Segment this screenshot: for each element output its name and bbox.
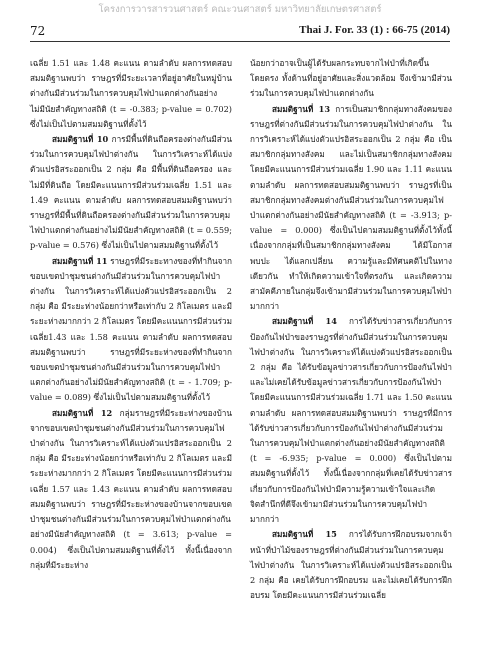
- hypothesis-heading: สมมติฐานที่ 15: [272, 529, 337, 540]
- paragraph: [30, 254, 232, 406]
- page-number: 72: [30, 24, 46, 38]
- paragraph-text: กลุ่มราษฎรที่มีระยะห่างของบ้านจากขอบเขตป่าชุมชนต่างกันมีส่วนร่วมในการควบคุมไฟป่าต่างกัน ในการวิเคราะห์ได้แบ่งตัวแปรอิสระออกเป็น 2 กลุ่ม คือ มีระยะห่างน้อยกว่าหรือเท่ากับ 2 กิโลเมตร และมีระยะห่างมากกว่า 2 กิโลเมตร โดยมีคะแนนการมีส่วนร่วมเฉลี่ย 1.57 และ 1.43 คะแนน ตามลำดับ ผลการทดสอบสมมติฐานพบว่า ราษฎรที่มีระยะห่างของบ้านจากขอบเขตป่าชุมชนต่างกันมีส่วนร่วมในการควบคุมไฟป่าแตกต่างกันอย่างมีนัยสำคัญทางสถิติ (t = 3.613; p-value = 0.004) ซึ่งเป็นไปตามสมมติฐานที่ตั้งไว้ ทั้งนี้เนื่องจาก กลุ่มที่มีระยะห่าง: [30, 407, 232, 570]
- paragraph-text: การเป็นสมาชิกกลุ่มทางสังคมของราษฎรที่ต่างกันมีส่วนร่วมในการควบคุมไฟป่าต่างกัน ในการวิเคราะห์ได้แบ่งตัวแปรอิสระออกเป็น 2 กลุ่ม คือ เป็นสมาชิกกลุ่มทางสังคม และไม่เป็นสมาชิกกลุ่มทางสังคม โดยมีคะแนนการมีส่วนร่วมเฉลี่ย 1.90 และ 1.11 คะแนน ตามลำดับ ผลการทดสอบสมมติฐานพบว่า ราษฎรที่เป็นสมาชิกกลุ่มทางสังคมต่างกันมีส่วนร่วมในการควบคุมไฟป่าแตกต่างกันอย่างมีนัยสำคัญทางสถิติ (t = -3.913; p-value = 0.000) ซึ่งเป็นไปตามสมมติฐานที่ตั้งไว้ทั้งนี้เนื่องจากกลุ่มที่เป็นสมาชิกกลุ่มทางสังคม ได้มีโอกาสพบปะ ได้แลกเปลี่ยน ความรู้และมีทัศนคติไปในทางเดียวกัน ทำให้เกิดความเข้าใจที่ตรงกัน และเกิดความสามัคคีภายในกลุ่มจึงเข้ามามีส่วนร่วมในการควบคุมไฟป่ามากกว่า: [250, 103, 452, 312]
- paragraph: [250, 314, 452, 527]
- header-rule: [30, 41, 450, 42]
- paragraph-text: น้อยกว่าอาจเป็นผู้ได้รับผลกระทบจากไฟป่าที่เกิดขึ้นโดยตรง ทั้งด้านที่อยู่อาศัยและสิ่งแวดล้อม จึงเข้ามามีส่วนร่วมในการควบคุมไฟป่าแตกต่างกัน: [250, 58, 452, 99]
- paragraph-text: การได้รับการฝึกอบรมจากเจ้าหน้าที่ป่าไม้ของราษฎรที่ต่างกันมีส่วนร่วมในการควบคุมไฟป่าต่างกัน ในการวิเคราะห์ได้แบ่งตัวแปรอิสระออกเป็น 2 กลุ่ม คือ เคยได้รับการฝึกอบรม และไม่เคยได้รับการฝึกอบรม โดยมีคะแนนการมีส่วนร่วมเฉลี่ย: [250, 529, 452, 601]
- paragraph: [250, 56, 452, 102]
- paragraph: [250, 527, 452, 603]
- paragraph: [30, 406, 232, 573]
- left-column: [30, 56, 232, 573]
- paragraph-text: การได้รับข่าวสารเกี่ยวกับการป้องกันไฟป่าของราษฎรที่ต่างกันมีส่วนร่วมในการควบคุมไฟป่าต่างกัน ในการวิเคราะห์ได้แบ่งตัวแปรอิสระออกเป็น 2 กลุ่ม คือ ได้รับข้อมูลข่าวสารเกี่ยวกับการป้องกันไฟป่า และไม่เคยได้รับข้อมูลข่าวสารเกี่ยวกับการป้องกันไฟป่า โดยมีคะแนนการมีส่วนร่วมเฉลี่ย 1.71 และ 1.50 คะแนน ตามลำดับ ผลการทดสอบสมมติฐานพบว่า ราษฎรที่มีการได้รับข่าวสารเกี่ยวกับการป้องกันไฟป่าต่างกันมีส่วนร่วมในการควบคุมไฟป่าแตกต่างกันอย่างมีนัยสำคัญทางสถิติ (t = -6.935; p-value = 0.000) ซึ่งเป็นไปตามสมมติฐานที่ตั้งไว้ ทั้งนี้เนื่องจากกลุ่มที่เคยได้รับข่าวสารเกี่ยวกับการป้องกันไฟป่ามีความรู้ความเข้าใจและเกิดจิตสำนึกที่ดีจึงเข้ามามีส่วนร่วมในการควบคุมไฟป่ามากกว่า: [250, 316, 452, 525]
- page-header: [30, 24, 450, 40]
- paragraph-text: เฉลี่ย 1.51 และ 1.48 คะแนน ตามลำดับ ผลการทดสอบสมมติฐานพบว่า ราษฎรที่มีระยะเวลาที่อยู่อาศัยในหมู่บ้านต่างกันมีส่วนร่วมในการควบคุมไฟป่าแตกต่างกันอย่างไม่มีนัยสำคัญทางสถิติ (t = -0.383; p-value = 0.702) ซึ่งไม่เป็นไปตามสมมติฐานที่ตั้งไว้: [30, 58, 232, 129]
- paragraph: [30, 132, 232, 254]
- paragraph-text: ราษฎรที่มีระยะทางของที่ทำกินจากขอบเขตป่าชุมชนต่างกันมีส่วนร่วมในการควบคุมไฟป่าต่างกัน ในการวิเคราะห์ได้แบ่งตัวแปรอิสระออกเป็น 2 กลุ่ม คือ มีระยะห่างน้อยกว่าหรือเท่ากับ 2 กิโลเมตร และมีระยะห่างมากกว่า 2 กิโลเมตร โดยมีคะแนนการมีส่วนร่วมเฉลี่ย1.43 และ 1.58 คะแนน ตามลำดับ ผลการทดสอบสมมติฐานพบว่า ราษฎรที่มีระยะห่างของที่ทำกินจากขอบเขตป่าชุมชนต่างกันมีส่วนร่วมในการควบคุมไฟป่าแตกต่างกันอย่างไม่มีนัยสำคัญทางสถิติ (t = - 1.709; p-value = 0.089) ซึ่งไม่เป็นไปตามสมมติฐานที่ตั้งไว้: [30, 255, 232, 403]
- journal-citation: Thai J. For. 33 (1) : 66-75 (2014): [299, 24, 450, 36]
- hypothesis-heading: สมมติฐานที่ 11: [52, 255, 108, 266]
- hypothesis-heading: สมมติฐานที่ 12: [52, 407, 113, 418]
- hypothesis-heading: สมมติฐานที่ 14: [272, 316, 337, 327]
- hypothesis-heading: สมมติฐานที่ 13: [272, 103, 331, 114]
- watermark: โครงการวารสารวนศาสตร์ คณะวนศาสตร์ มหาวิทยาลัยเกษตรศาสตร์: [98, 4, 382, 15]
- paragraph: [250, 102, 452, 315]
- paragraph: [30, 56, 232, 132]
- hypothesis-heading: สมมติฐานที่ 10: [52, 134, 109, 145]
- right-column: [250, 56, 452, 603]
- paragraph-text: การมีพื้นที่ดินถือครองต่างกันมีส่วนร่วมในการควบคุมไฟป่าต่างกัน ในการวิเคราะห์ได้แบ่งตัวแปรอิสระออกเป็น 2 กลุ่ม คือ มีพื้นที่ดินถือครอง และไม่มีที่ดินถือ โดยมีคะแนนการมีส่วนร่วมเฉลี่ย 1.51 และ 1.49 คะแนน ตามลำดับ ผลการทดสอบสมมติฐานพบว่า ราษฎรที่มีพื้นที่ดินถือครองต่างกันมีส่วนร่วมในการควบคุมไฟป่าแตกต่างกันอย่างไม่มีนัยสำคัญทางสถิติ (t = 0.559; p-value = 0.576) ซึ่งไม่เป็นไปตามสมมติฐานที่ตั้งไว้: [30, 134, 233, 251]
